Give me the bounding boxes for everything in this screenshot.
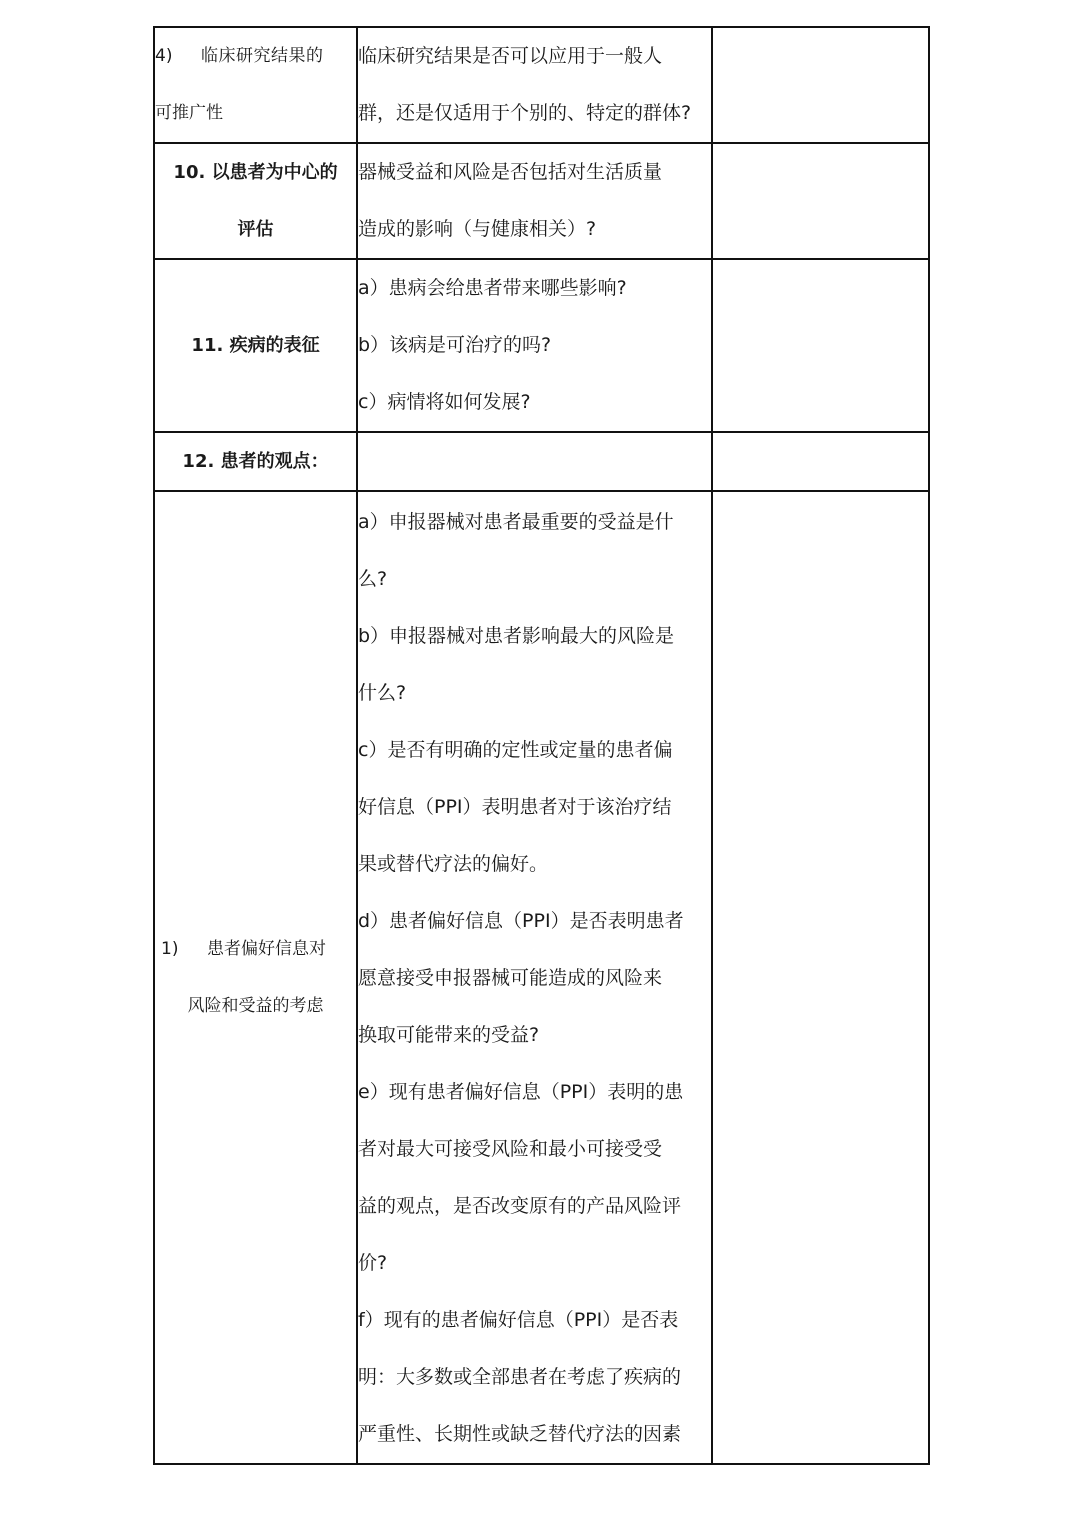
question-text: 果或替代疗法的偏好。 [358,853,549,875]
notes-cell [712,259,929,432]
criterion-cell [154,27,357,143]
question-text: b）该病是可治疗的吗? [358,334,552,356]
question-text: 明：大多数或全部患者在考虑了疾病的 [358,1366,682,1388]
section-heading-cell [154,259,357,432]
notes-cell [712,143,929,259]
criterion-text: 可推广性 [155,103,223,123]
table-row [154,27,929,143]
table-row [154,143,929,259]
table-row [154,432,929,491]
section-heading: 11. 疾病的表征 [191,335,320,356]
criterion-text: 风险和受益的考虑 [187,995,324,1016]
question-text: 好信息（PPI）表明患者对于该治疗结 [358,796,672,818]
question-text: 愿意接受申报器械可能造成的风险来 [358,967,663,989]
question-cell [357,491,712,1464]
question-text: 价? [358,1252,388,1274]
section-heading: 10. 以患者为中心的 [173,162,338,183]
notes-cell [712,432,929,491]
criterion-text: 患者偏好信息对 [207,938,326,959]
question-text: c）是否有明确的定性或定量的患者偏 [358,739,673,761]
question-text: e）现有患者偏好信息（PPI）表明的患 [358,1081,684,1103]
criterion-cell [154,491,357,1464]
assessment-table [153,26,930,1465]
question-text: 者对最大可接受风险和最小可接受受 [358,1138,663,1160]
question-text: 什么? [358,682,407,704]
question-text: 么? [358,568,388,590]
section-heading: 评估 [237,219,274,240]
question-text: 临床研究结果是否可以应用于一般人 [358,45,663,67]
question-cell [357,143,712,259]
question-text: c）病情将如何发展? [358,391,531,413]
question-text: f）现有的患者偏好信息（PPI）是否表 [358,1309,679,1331]
question-text: a）患病会给患者带来哪些影响? [358,277,627,299]
question-text: 造成的影响（与健康相关）? [358,218,597,240]
question-cell [357,259,712,432]
question-cell [357,27,712,143]
notes-cell [712,27,929,143]
question-text: b）申报器械对患者影响最大的风险是 [358,625,675,647]
criterion-text: 临床研究结果的 [201,46,324,66]
section-heading-cell [154,432,357,491]
question-text: 益的观点，是否改变原有的产品风险评 [358,1195,682,1217]
question-text: d）患者偏好信息（PPI）是否表明患者 [358,910,684,932]
table-row [154,259,929,432]
question-text: 群，还是仅适用于个别的、特定的群体? [358,102,692,124]
question-text: 换取可能带来的受益? [358,1024,540,1046]
notes-cell [712,491,929,1464]
question-text: 严重性、长期性或缺乏替代疗法的因素 [358,1423,682,1445]
item-number: 4) [155,46,173,66]
item-number: 1) [161,938,179,959]
question-text: a）申报器械对患者最重要的受益是什 [358,511,674,533]
section-heading-cell [154,143,357,259]
question-text: 器械受益和风险是否包括对生活质量 [358,161,663,183]
question-cell [357,432,712,491]
table-row [154,491,929,1464]
section-heading: 12. 患者的观点： [182,451,329,472]
